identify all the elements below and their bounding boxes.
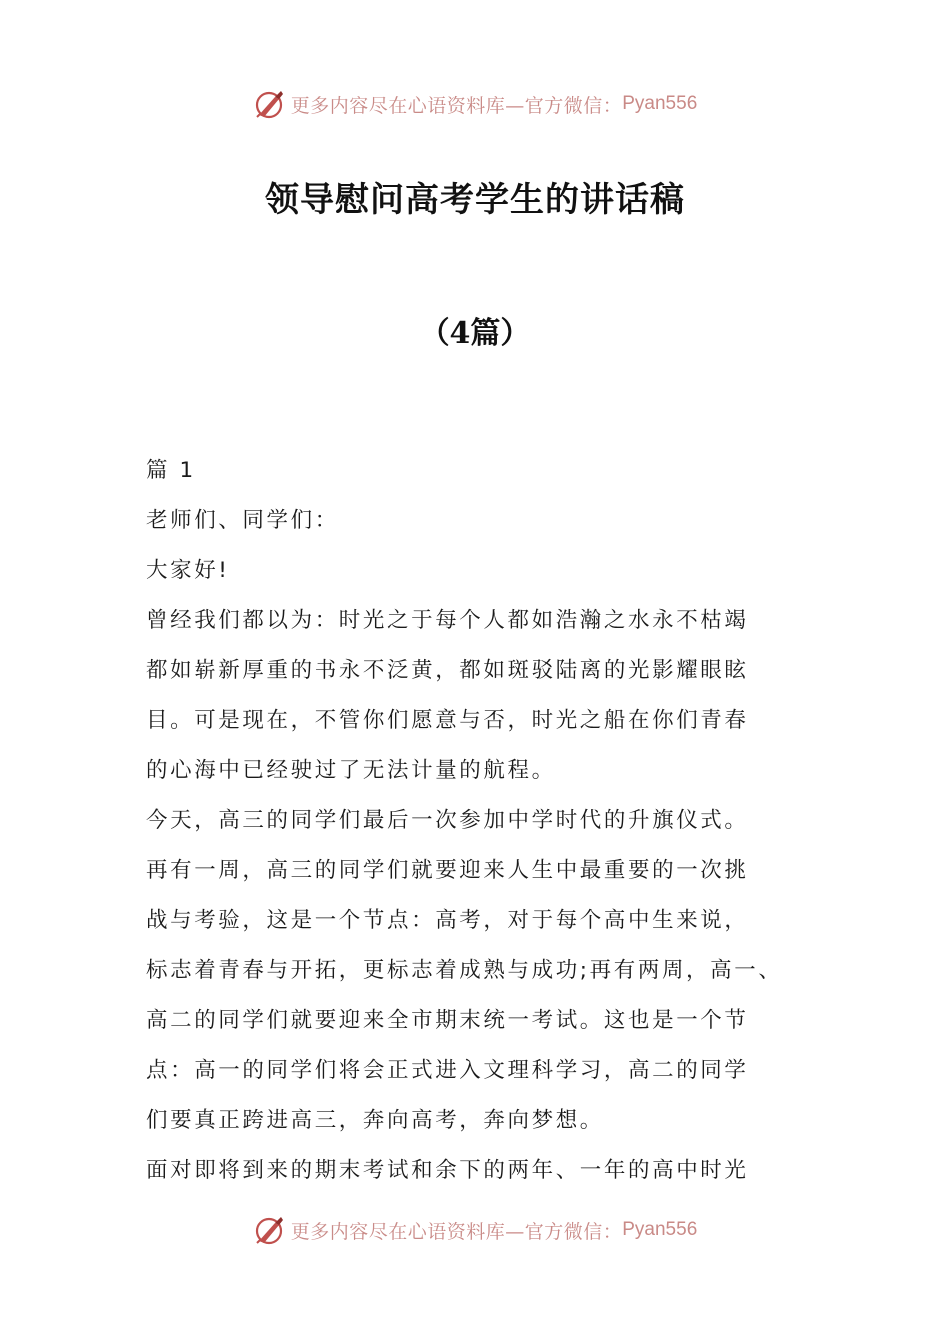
- body-line: 篇 1: [146, 458, 196, 483]
- footer-banner-text: 更多内容尽在心语资料库—官方微信：: [290, 1220, 623, 1243]
- footer-banner: [0, 1210, 950, 1250]
- body-line: 的心海中已经驶过了无法计量的航程。: [146, 758, 556, 783]
- body-line: 大家好!: [146, 558, 230, 583]
- body-line: 目。可是现在，不管你们愿意与否，时光之船在你们青春: [146, 708, 749, 733]
- body-line: 高二的同学们就要迎来全市期末统一考试。这也是一个节: [146, 1008, 749, 1033]
- body-line: 们要真正跨进高三，奔向高考，奔向梦想。: [146, 1108, 604, 1133]
- document-title: 领导慰问高考学生的讲话稿: [265, 180, 685, 220]
- body-line: 老师们、同学们：: [146, 508, 339, 533]
- pen-swirl-icon: [253, 87, 287, 121]
- body-line: 都如崭新厚重的书永不泛黄，都如斑驳陆离的光影耀眼眩: [146, 658, 749, 683]
- header-banner-text: 更多内容尽在心语资料库—官方微信：: [290, 94, 623, 117]
- body-line: 标志着青春与开拓，更标志着成熟与成功;再有两周，高一、: [146, 958, 783, 983]
- body-line: 战与考验，这是一个节点：高考，对于每个高中生来说，: [146, 908, 749, 933]
- document-body: [146, 446, 826, 1196]
- body-line: 点：高一的同学们将会正式进入文理科学习，高二的同学: [146, 1058, 749, 1083]
- body-line: 曾经我们都以为：时光之于每个人都如浩瀚之水永不枯竭: [146, 608, 749, 633]
- pen-swirl-icon: [253, 1213, 287, 1247]
- document-subtitle: （4篇）: [419, 316, 531, 351]
- body-line: 再有一周，高三的同学们就要迎来人生中最重要的一次挑: [146, 858, 749, 883]
- footer-wechat-id: Pyan556: [622, 1219, 698, 1240]
- body-line: 今天，高三的同学们最后一次参加中学时代的升旗仪式。: [146, 808, 749, 833]
- header-wechat-id: Pyan556: [622, 93, 698, 114]
- header-banner: [0, 84, 950, 124]
- body-line: 面对即将到来的期末考试和余下的两年、一年的高中时光: [146, 1158, 749, 1183]
